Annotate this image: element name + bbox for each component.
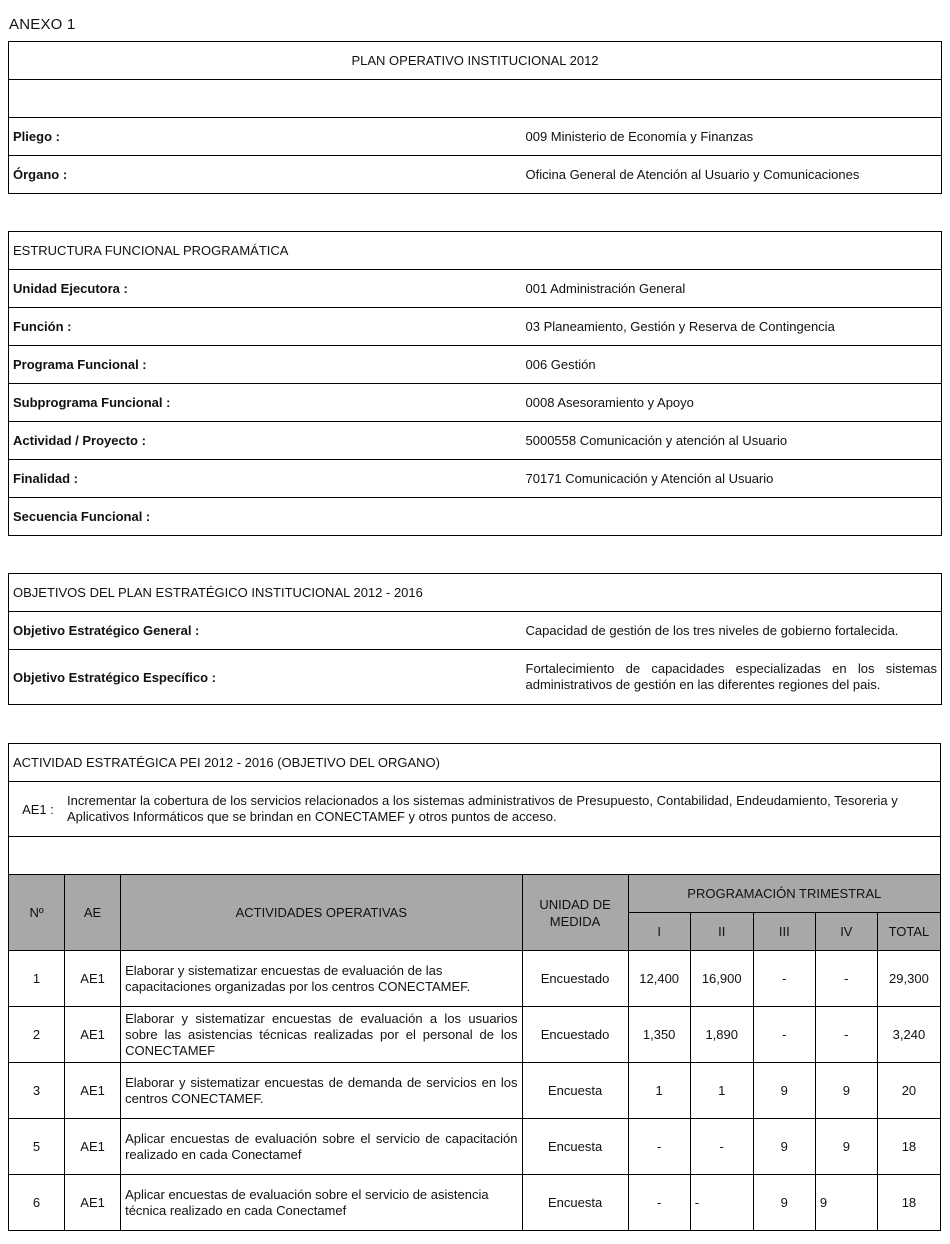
cell-q3: - (753, 951, 815, 1007)
cell-q3: 9 (753, 1175, 815, 1231)
actividad-proyecto-value: 5000558 Comunicación y atención al Usuario (522, 422, 942, 460)
cell-ae: AE1 (65, 1175, 121, 1231)
cell-q4: 9 (815, 1175, 877, 1231)
cell-q1: - (628, 1119, 690, 1175)
col-header-total: TOTAL (877, 913, 940, 951)
cell-q2: 1 (690, 1063, 753, 1119)
pliego-value: 009 Ministerio de Economía y Finanzas (522, 118, 942, 156)
cell-q2: - (690, 1175, 753, 1231)
cell-q4: 9 (815, 1063, 877, 1119)
col-header-programacion: PROGRAMACIÓN TRIMESTRAL (628, 875, 940, 913)
cell-actividad: Elaborar y sistematizar encuestas de demanda de servicios en los centros CONECTAMEF. (121, 1063, 522, 1119)
cell-actividad: Aplicar encuestas de evaluación sobre el servicio de capacitación realizado en cada Conectamef (121, 1119, 522, 1175)
cell-total: 3,240 (877, 1007, 940, 1063)
organo-value: Oficina General de Atención al Usuario y Comunicaciones (522, 156, 942, 194)
objetivos-table (8, 573, 942, 705)
cell-total: 29,300 (877, 951, 940, 1007)
cell-q1: - (628, 1175, 690, 1231)
cell-q2: 1,890 (690, 1007, 753, 1063)
objetivo-general-label: Objetivo Estratégico General : (9, 612, 522, 650)
cell-actividad: Elaborar y sistematizar encuestas de evaluación a los usuarios sobre las asistencias técnicas realizadas por el personal de los CONECTAMEF (121, 1007, 522, 1063)
objetivo-especifico-label: Objetivo Estratégico Específico : (9, 650, 522, 705)
cell-q3: 9 (753, 1063, 815, 1119)
cell-ae: AE1 (65, 951, 121, 1007)
cell-n: 2 (9, 1007, 65, 1063)
finalidad-label: Finalidad : (9, 460, 522, 498)
cell-q1: 1 (628, 1063, 690, 1119)
table-row (9, 1063, 941, 1119)
cell-total: 18 (877, 1175, 940, 1231)
table-row (9, 951, 941, 1007)
cell-actividad: Aplicar encuestas de evaluación sobre el servicio de asistencia técnica realizado en cada Conectamef (121, 1175, 522, 1231)
cell-unidad: Encuesta (522, 1175, 628, 1231)
cell-q4: - (815, 1007, 877, 1063)
finalidad-value: 70171 Comunicación y Atención al Usuario (522, 460, 942, 498)
actividad-title: ACTIVIDAD ESTRATÉGICA PEI 2012 - 2016 (OBJETIVO DEL ORGANO) (9, 744, 941, 782)
actividad-table (8, 743, 941, 1231)
cell-q1: 1,350 (628, 1007, 690, 1063)
cell-q2: - (690, 1119, 753, 1175)
col-header-ae: AE (65, 875, 121, 951)
cell-n: 5 (9, 1119, 65, 1175)
plan-table (8, 41, 942, 194)
estructura-table (8, 231, 942, 536)
col-header-q2: II (690, 913, 753, 951)
estructura-title: ESTRUCTURA FUNCIONAL PROGRAMÁTICA (9, 232, 942, 270)
subprograma-funcional-value: 0008 Asesoramiento y Apoyo (522, 384, 942, 422)
objetivo-especifico-value: Fortalecimiento de capacidades especializadas en los sistemas administrativos de gestión en las diferentes regiones del pais. (522, 650, 942, 705)
cell-q2: 16,900 (690, 951, 753, 1007)
ae1-text: Incrementar la cobertura de los servicios relacionados a los sistemas administrativos de Presupuesto, Contabilidad, Endeudamiento, Tesoreria y Aplicativos Informáticos que se brindan en CONECTAMEF y otros puntos de acceso. (67, 793, 898, 824)
actividad-proyecto-label: Actividad / Proyecto : (9, 422, 522, 460)
funcion-label: Función : (9, 308, 522, 346)
objetivos-title: OBJETIVOS DEL PLAN ESTRATÉGICO INSTITUCIONAL 2012 - 2016 (9, 574, 942, 612)
subprograma-funcional-label: Subprograma Funcional : (9, 384, 522, 422)
funcion-value: 03 Planeamiento, Gestión y Reserva de Contingencia (522, 308, 942, 346)
col-header-q1: I (628, 913, 690, 951)
secuencia-funcional-value (522, 498, 942, 536)
cell-unidad: Encuesta (522, 1119, 628, 1175)
cell-total: 20 (877, 1063, 940, 1119)
cell-ae: AE1 (65, 1063, 121, 1119)
cell-total: 18 (877, 1119, 940, 1175)
cell-unidad: Encuestado (522, 951, 628, 1007)
objetivo-general-value: Capacidad de gestión de los tres niveles de gobierno fortalecida. (522, 612, 942, 650)
cell-n: 3 (9, 1063, 65, 1119)
unidad-ejecutora-label: Unidad Ejecutora : (9, 270, 522, 308)
programa-funcional-value: 006 Gestión (522, 346, 942, 384)
col-header-n: Nº (9, 875, 65, 951)
cell-n: 1 (9, 951, 65, 1007)
col-header-q4: IV (815, 913, 877, 951)
col-header-q3: III (753, 913, 815, 951)
ae1-label: AE1 : (22, 801, 54, 817)
cell-q4: 9 (815, 1119, 877, 1175)
cell-unidad: Encuesta (522, 1063, 628, 1119)
cell-q1: 12,400 (628, 951, 690, 1007)
cell-ae: AE1 (65, 1119, 121, 1175)
ae1-row (9, 782, 941, 837)
cell-q3: - (753, 1007, 815, 1063)
cell-actividad: Elaborar y sistematizar encuestas de evaluación de las capacitaciones organizadas por los centros CONECTAMEF. (121, 951, 522, 1007)
actividad-empty-row (9, 837, 941, 875)
col-header-unidad: UNIDAD DE MEDIDA (522, 875, 628, 951)
secuencia-funcional-label: Secuencia Funcional : (9, 498, 522, 536)
cell-ae: AE1 (65, 1007, 121, 1063)
unidad-ejecutora-value: 001 Administración General (522, 270, 942, 308)
annex-title: ANEXO 1 (9, 16, 76, 33)
plan-title: PLAN OPERATIVO INSTITUCIONAL 2012 (9, 42, 942, 80)
plan-empty-row (9, 80, 942, 118)
cell-q4: - (815, 951, 877, 1007)
pliego-label: Pliego : (9, 118, 522, 156)
programa-funcional-label: Programa Funcional : (9, 346, 522, 384)
cell-n: 6 (9, 1175, 65, 1231)
cell-q3: 9 (753, 1119, 815, 1175)
table-row (9, 1175, 941, 1231)
table-row (9, 1007, 941, 1063)
organo-label: Órgano : (9, 156, 522, 194)
col-header-actividades: ACTIVIDADES OPERATIVAS (121, 875, 522, 951)
cell-unidad: Encuestado (522, 1007, 628, 1063)
table-row (9, 1119, 941, 1175)
